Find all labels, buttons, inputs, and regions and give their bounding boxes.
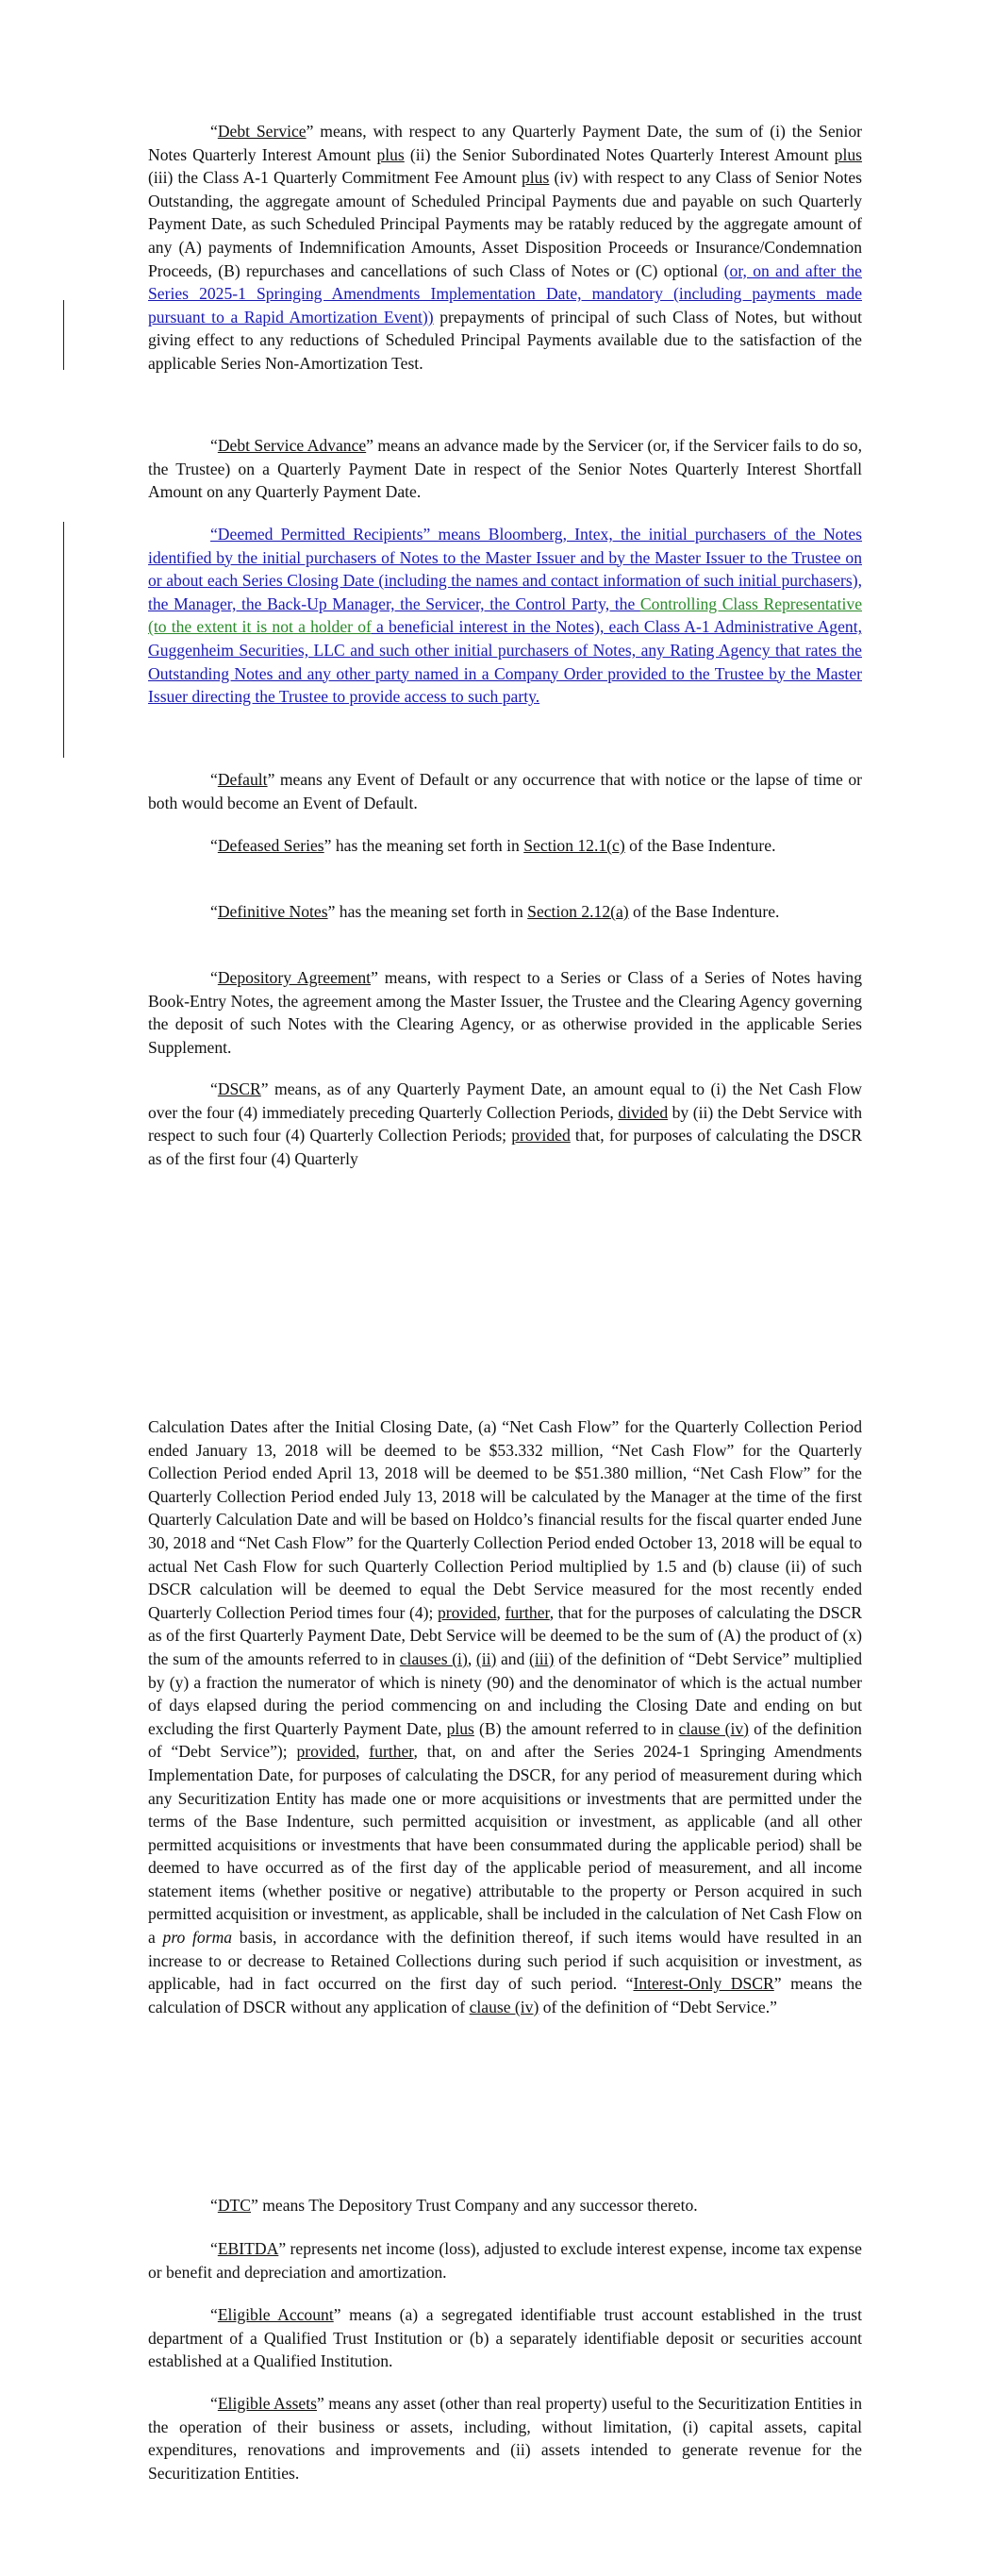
definition-defeased-series [148, 834, 862, 858]
quote-open: “ [210, 436, 218, 455]
quote-open: “ [210, 2394, 218, 2413]
definition-paragraph [148, 966, 862, 1059]
emphasis-plus: plus [446, 1718, 474, 1738]
definition-ebitda [148, 2237, 862, 2283]
defined-term: Eligible Assets [217, 2394, 317, 2413]
definition-text: , that, on and after the Series 2024-1 Springing Amendments Implementation Date, for purposes of calculating the DSCR, for any period of measurement during which any Securitization Entity has made one or more acquisitions or investments that are permitted under the terms of the Base Indenture, such permitted acquisition or investment, as applicable (and all other permitted acquisitions or investments that have been consummated during the applicable period) shall be deemed to have occurred as of the first day of the applicable period of measurement, and all income statement items (whether positive or negative) attributable to the property or Person acquired in such permitted acquisition or investment, as applicable, shall be included in the calculation of Net Cash Flow on a [148, 1742, 863, 1948]
definition-paragraph [148, 900, 862, 924]
definition-paragraph [148, 834, 862, 858]
definition-text: (ii) the Senior Subordinated Notes Quarterly Interest Amount [404, 144, 835, 164]
definition-paragraph [148, 2303, 862, 2373]
definition-dscr [148, 1078, 862, 1170]
definition-text: , that for the purposes of calculating the DSCR as of the first Quarterly Payment Date, Debt Service will be deemed to be the sum of (A) the product of (x) the sum of the amounts referred to in [148, 1602, 862, 1668]
emphasis-provided: provided [437, 1602, 497, 1622]
definition-text: basis, in accordance with the definition thereof, if such items would have resulted in an increase to or decrease to Retained Collections during such period if such acquisition or investment, as applicable, had in fact occurred on the first day of such period. “ [148, 1928, 862, 1994]
definition-text: ” means any asset (other than real property) useful to the Securitization Entities in the operation of their business or assets, including, without limitation, (i) capital assets, capital expenditures, renovations and improvements and (ii) assets intended to generate revenue for the Securitization Entities. [148, 2394, 862, 2483]
definition-text: ” means any Event of Default or any occurrence that with notice or the lapse of time or both would become an Event of Default. [148, 770, 862, 812]
definition-text: ” has the meaning set forth in [327, 902, 528, 921]
definition-text: of the Base Indenture. [628, 902, 780, 921]
definition-text: Calculation Dates after the Initial Closing Date, (a) “Net Cash Flow” for the Quarterly Collection Period ended January 13, 2018 will be deemed to be $53.332 million, “Net Cash Flow” for the Quarterly Collection Period ended April 13, 2018 will be deemed to be $51.380 million, “Net Cash Flow” for the Quarterly Collection Period ended July 13, 2018 will be calculated by the Manager at the time of the first Quarterly Calculation Date and will be based on Holdco’s financial results for the fiscal quarter ended June 30, 2018 and “Net Cash Flow” for the Quarterly Collection Period ended October 13, 2018 will be equal to actual Net Cash Flow for such Quarterly Collection Period multiplied by 1.5 and (b) clause (ii) of such DSCR calculation will be deemed to equal the Debt Service measured for the most recently ended Quarterly Collection Period times four (4); [148, 1417, 862, 1622]
definition-deemed-permitted-recipients [148, 523, 862, 709]
emphasis-further: further [505, 1602, 550, 1622]
inserted-text: (or, on and after the Series 2025-1 Springing Amendments Implementation Date, mandatory (including payments made pursuant to a Rapid Amortization Event)) [148, 260, 862, 326]
definition-text: (B) the amount referred to in [473, 1718, 679, 1738]
defined-term: Eligible Account [217, 2305, 334, 2324]
emphasis-further: further [369, 1742, 414, 1762]
emphasis-pro-forma: pro forma [162, 1928, 233, 1948]
definition-text: ” represents net income (loss), adjusted to exclude interest expense, income tax expense or benefit and depreciation and amortization. [148, 2239, 862, 2282]
definition-text: of the definition of “Debt Service.” [539, 1997, 777, 2016]
emphasis-provided: provided [511, 1126, 571, 1146]
quote-open: “ [210, 770, 218, 789]
defined-term: Defeased Series [217, 836, 324, 855]
definition-text: that, for purposes of calculating the DSCR as of the first four (4) Quarterly [148, 1126, 862, 1168]
definition-definitive-notes [148, 900, 862, 924]
emphasis-provided: provided [296, 1742, 357, 1762]
definition-paragraph [148, 2194, 862, 2217]
emphasis-plus: plus [834, 144, 862, 164]
definition-text: ” has the meaning set forth in [323, 836, 524, 855]
definition-text: of the definition of “Debt Service” multiplied by (y) a fraction the numerator of which is ninety (90) and the denominator of which is the actual number of days elapsed during the period commencing on and including the Closing Date and ending on but excluding the first Quarterly Payment Date, [148, 1648, 863, 1738]
clause-reference: clause (iv) [678, 1718, 750, 1738]
quote-open: “ [210, 2239, 218, 2258]
change-bar [63, 300, 64, 370]
defined-term: EBITDA [217, 2239, 279, 2258]
definition-text: ” means, with respect to any Quarterly Payment Date, the sum of (i) the Senior Notes Quarterly Interest Amount [148, 122, 862, 164]
definition-paragraph [148, 1415, 862, 2018]
definition-text: ” means an advance made by the Servicer (or, if the Servicer fails to do so, the Trustee) on a Quarterly Payment Date in respect of the Senior Notes Quarterly Interest Shortfall Amount on any Quarterly Payment Date. [148, 436, 862, 502]
definition-text: and [496, 1648, 530, 1668]
definition-paragraph [148, 523, 862, 709]
emphasis-divided: divided [618, 1102, 669, 1122]
definition-dscr-continued [148, 1415, 862, 2018]
defined-term: DTC [217, 2196, 251, 2215]
inserted-text: a beneficial interest in the Notes), each Class A-1 Administrative Agent, Guggenheim Securities, LLC and such other initial purchasers of Notes, any Rating Agency that rates the Outstanding Notes and any other party named in a Company Order provided to the Trustee by the Master Issuer directing the Trustee to provide access to such party. [148, 617, 862, 707]
definition-debt-service [148, 120, 862, 376]
definition-text: (iv) with respect to any Class of Senior Notes Outstanding, the aggregate amount of Scheduled Principal Payments due and payable on such Quarterly Payment Date, as such Scheduled Principal Payments may be ratably reduced by the aggregate amount of any (A) payments of Indemnification Amounts, Asset Disposition Proceeds or Insurance/Condemnation Proceeds, (B) repurchases and cancellations of such Class of Notes or (C) optional [148, 168, 863, 280]
definition-text: by (ii) the Debt Service with respect to such four (4) Quarterly Collection Periods; [148, 1102, 862, 1146]
punctuation: , [467, 1648, 476, 1668]
definition-text: ” means (a) a segregated identifiable trust account established in the trust department of a Qualified Trust Institution or (b) a separately identifiable deposit or securities account established at a Qualified Institution. [148, 2305, 862, 2371]
clause-reference: (iii) [529, 1648, 555, 1668]
definition-depository-agreement [148, 966, 862, 1059]
change-bar [63, 522, 64, 758]
definition-text: prepayments of principal of such Class of Notes, but without giving effect to any reductions of Scheduled Principal Payments available due to the satisfaction of the applicable Series Non-Amortization Test. [148, 307, 862, 373]
definition-debt-service-advance [148, 434, 862, 504]
quote-open: “ [210, 2196, 218, 2215]
section-reference: Section 2.12(a) [527, 902, 629, 921]
definition-text: of the definition of “Debt Service”); [148, 1718, 862, 1762]
definition-paragraph [148, 1078, 862, 1170]
quote-open: “ [210, 1079, 218, 1098]
definition-default [148, 768, 862, 814]
definition-text: of the Base Indenture. [624, 836, 776, 855]
defined-term: Debt Service Advance [217, 436, 367, 455]
definition-paragraph [148, 2237, 862, 2283]
defined-term: Default [217, 770, 268, 789]
defined-term: Interest-Only DSCR [633, 1974, 774, 1994]
definition-eligible-assets [148, 2392, 862, 2484]
defined-term: Debt Service [217, 122, 307, 141]
definition-text: ” means The Depository Trust Company and any successor thereto. [251, 2196, 698, 2215]
quote-open: “ [210, 2305, 218, 2324]
definition-text: ” means the calculation of DSCR without any application of [148, 1974, 863, 2016]
emphasis-plus: plus [521, 168, 550, 188]
section-reference: Section 12.1(c) [523, 836, 625, 855]
defined-term: Depository Agreement [217, 968, 372, 987]
defined-term: Definitive Notes [217, 902, 328, 921]
definition-text: (iii) the Class A-1 Quarterly Commitment Fee Amount [148, 168, 522, 188]
definition-eligible-account [148, 2303, 862, 2373]
quote-open: “ [210, 968, 218, 987]
moved-text: Controlling Class Representative (to the extent it is not a holder of [148, 594, 862, 637]
definition-paragraph [148, 2392, 862, 2484]
definition-paragraph [148, 434, 862, 504]
definition-paragraph [148, 768, 862, 814]
defined-term: DSCR [217, 1079, 261, 1098]
punctuation: , [496, 1602, 506, 1622]
clause-reference: clause (iv) [469, 1997, 539, 2016]
inserted-text: “Deemed Permitted Recipients” means Bloomberg, Intex, the initial purchasers of the Notes identified by the initial purchasers of Notes to the Master Issuer and by the Master Issuer to the Trustee on or about each Series Closing Date (including the names and contact information of such initial purchasers), the Manager, the Back-Up Manager, the Servicer, the Control Party, the [148, 525, 862, 613]
quote-open: “ [210, 122, 218, 141]
clause-reference: (ii) [475, 1648, 497, 1668]
definition-text: ” means, with respect to a Series or Class of a Series of Notes having Book-Entry Notes, the agreement among the Master Issuer, the Trustee and the Clearing Agency governing the deposit of such Notes with the Clearing Agency, or as otherwise provided in the applicable Series Supplement. [148, 968, 862, 1057]
definition-paragraph [148, 120, 862, 376]
punctuation: , [356, 1742, 370, 1762]
emphasis-plus: plus [376, 144, 405, 164]
quote-open: “ [210, 836, 218, 855]
definition-text: ” means, as of any Quarterly Payment Date, an amount equal to (i) the Net Cash Flow over the four (4) immediately preceding Quarterly Collection Periods, [148, 1079, 862, 1122]
definition-dtc [148, 2194, 862, 2217]
quote-open: “ [210, 902, 218, 921]
clause-reference: clauses (i) [399, 1648, 468, 1668]
